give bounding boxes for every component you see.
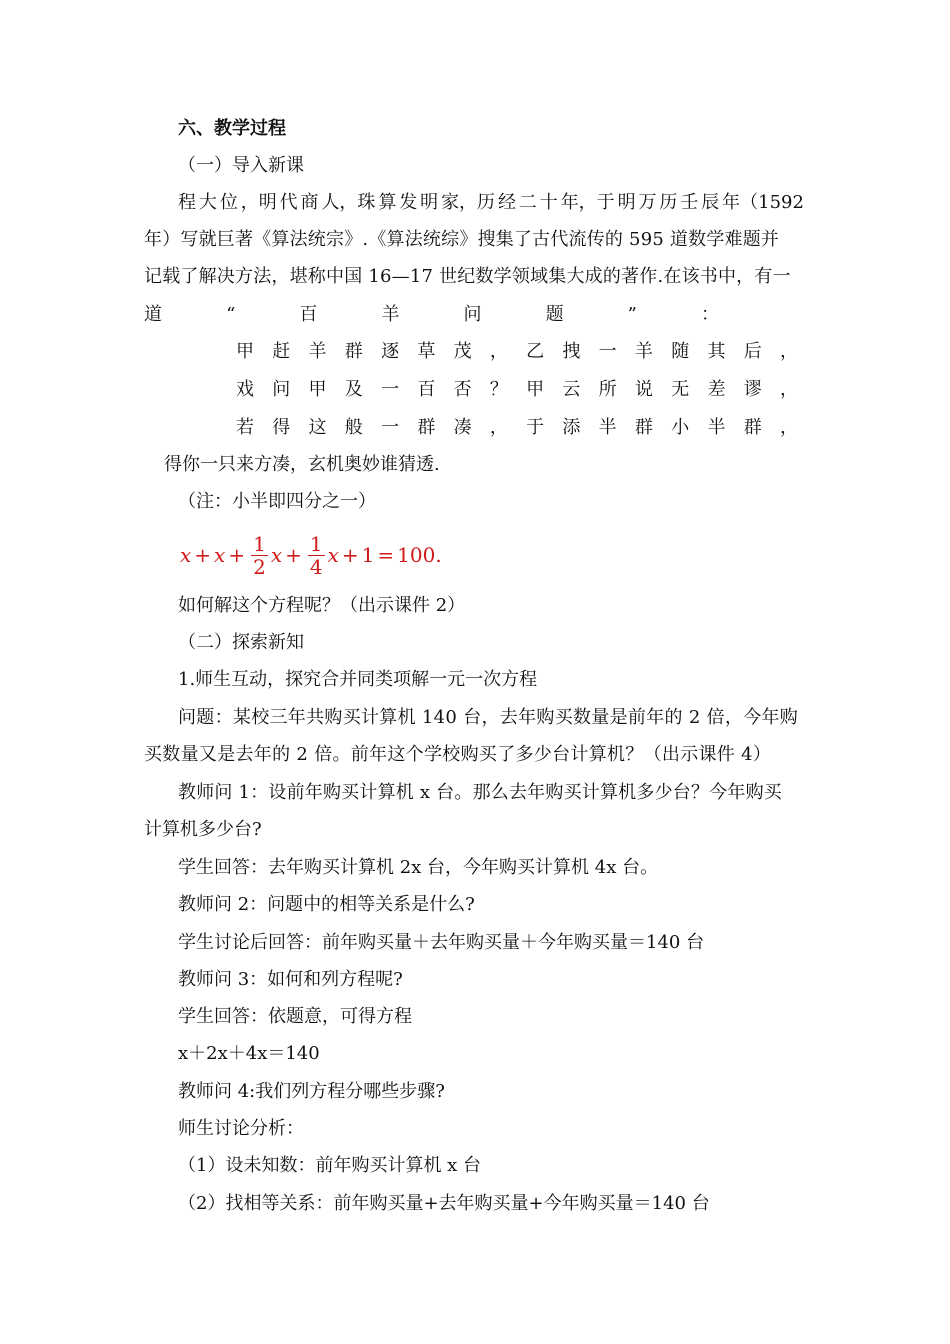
student-answer-1: 学生回答：去年购买计算机 2x 台，今年购买计算机 4x 台。 — [178, 857, 659, 878]
problem-line-1: 问题：某校三年共购买计算机 140 台，去年购买数量是前年的 2 倍，今年购 — [178, 707, 799, 728]
teacher-question-3: 教师问 3：如何和列方程呢? — [178, 969, 403, 990]
item-1-title: 1.师生互动，探究合并同类项解一元一次方程 — [178, 669, 538, 690]
teacher-question-1-line-1: 教师问 1：设前年购买计算机 x 台。那么去年购买计算机多少台？今年购买 — [178, 782, 782, 803]
step-1: （1）设未知数：前年购买计算机 x 台 — [178, 1155, 482, 1176]
how-to-solve: 如何解这个方程呢？（出示课件 2） — [178, 595, 466, 616]
subsection-title-explore: （二）探索新知 — [178, 632, 304, 653]
student-answer-2: 学生讨论后回答：前年购买量＋去年购买量＋今年购买量＝140 台 — [178, 932, 705, 953]
problem-line-2: 买数量又是去年的 2 倍。前年这个学校购买了多少台计算机？（出示课件 4） — [144, 744, 772, 765]
subsection-title-intro: （一）导入新课 — [178, 155, 304, 176]
section-title: 六、教学过程 — [178, 118, 286, 139]
teacher-question-2: 教师问 2：问题中的相等关系是什么? — [178, 894, 475, 915]
sheep-equation: x + x + $\frac{1}{2}$ x + $\frac{1}{4}$ x + 1 = 100. — [180, 531, 442, 579]
note: （注：小半即四分之一） — [178, 491, 376, 512]
intro-line-2: 年）写就巨著《算法统宗》.《算法统综》搜集了古代流传的 595 道数学难题并 — [144, 229, 780, 250]
teacher-question-1-line-2: 计算机多少台? — [144, 819, 262, 840]
fraction-one-half: $\frac{1}{2}$ — [253, 531, 266, 579]
poem-line-4: 得你一只来方凑，玄机奥妙谁猜透. — [164, 454, 440, 475]
step-2: （2）找相等关系：前年购买量+去年购买量+今年购买量＝140 台 — [178, 1193, 710, 1214]
discussion-intro: 师生讨论分析： — [178, 1118, 304, 1139]
intro-line-4: 道 “ 百 羊 问 题 ” ： — [144, 304, 719, 325]
poem-line-2: 戏 问 甲 及 一 百 否 ？ 甲 云 所 说 无 差 谬 ， — [236, 379, 798, 400]
poem-line-1: 甲 赶 羊 群 逐 草 茂 ， 乙 拽 一 羊 随 其 后 ， — [236, 341, 798, 362]
fraction-one-quarter: $\frac{1}{4}$ — [309, 531, 323, 579]
student-answer-3: 学生回答：依题意，可得方程 — [178, 1006, 412, 1027]
intro-line-1: 程 大 位 ，明 代 商 人，珠 算 发 明 家，历 经 二 十 年，于 明 万 历 壬 辰 年（1592 — [178, 192, 804, 213]
poem-line-3: 若 得 这 般 一 群 凑 ， 于 添 半 群 小 半 群 ， — [236, 417, 798, 438]
teacher-question-4: 教师问 4:我们列方程分哪些步骤? — [178, 1081, 445, 1102]
intro-line-3: 记载了解决方法，堪称中国 16—17 世纪数学领域集大成的著作.在该书中，有一 — [144, 266, 791, 287]
equation-computers: x＋2x＋4x＝140 — [178, 1043, 320, 1064]
